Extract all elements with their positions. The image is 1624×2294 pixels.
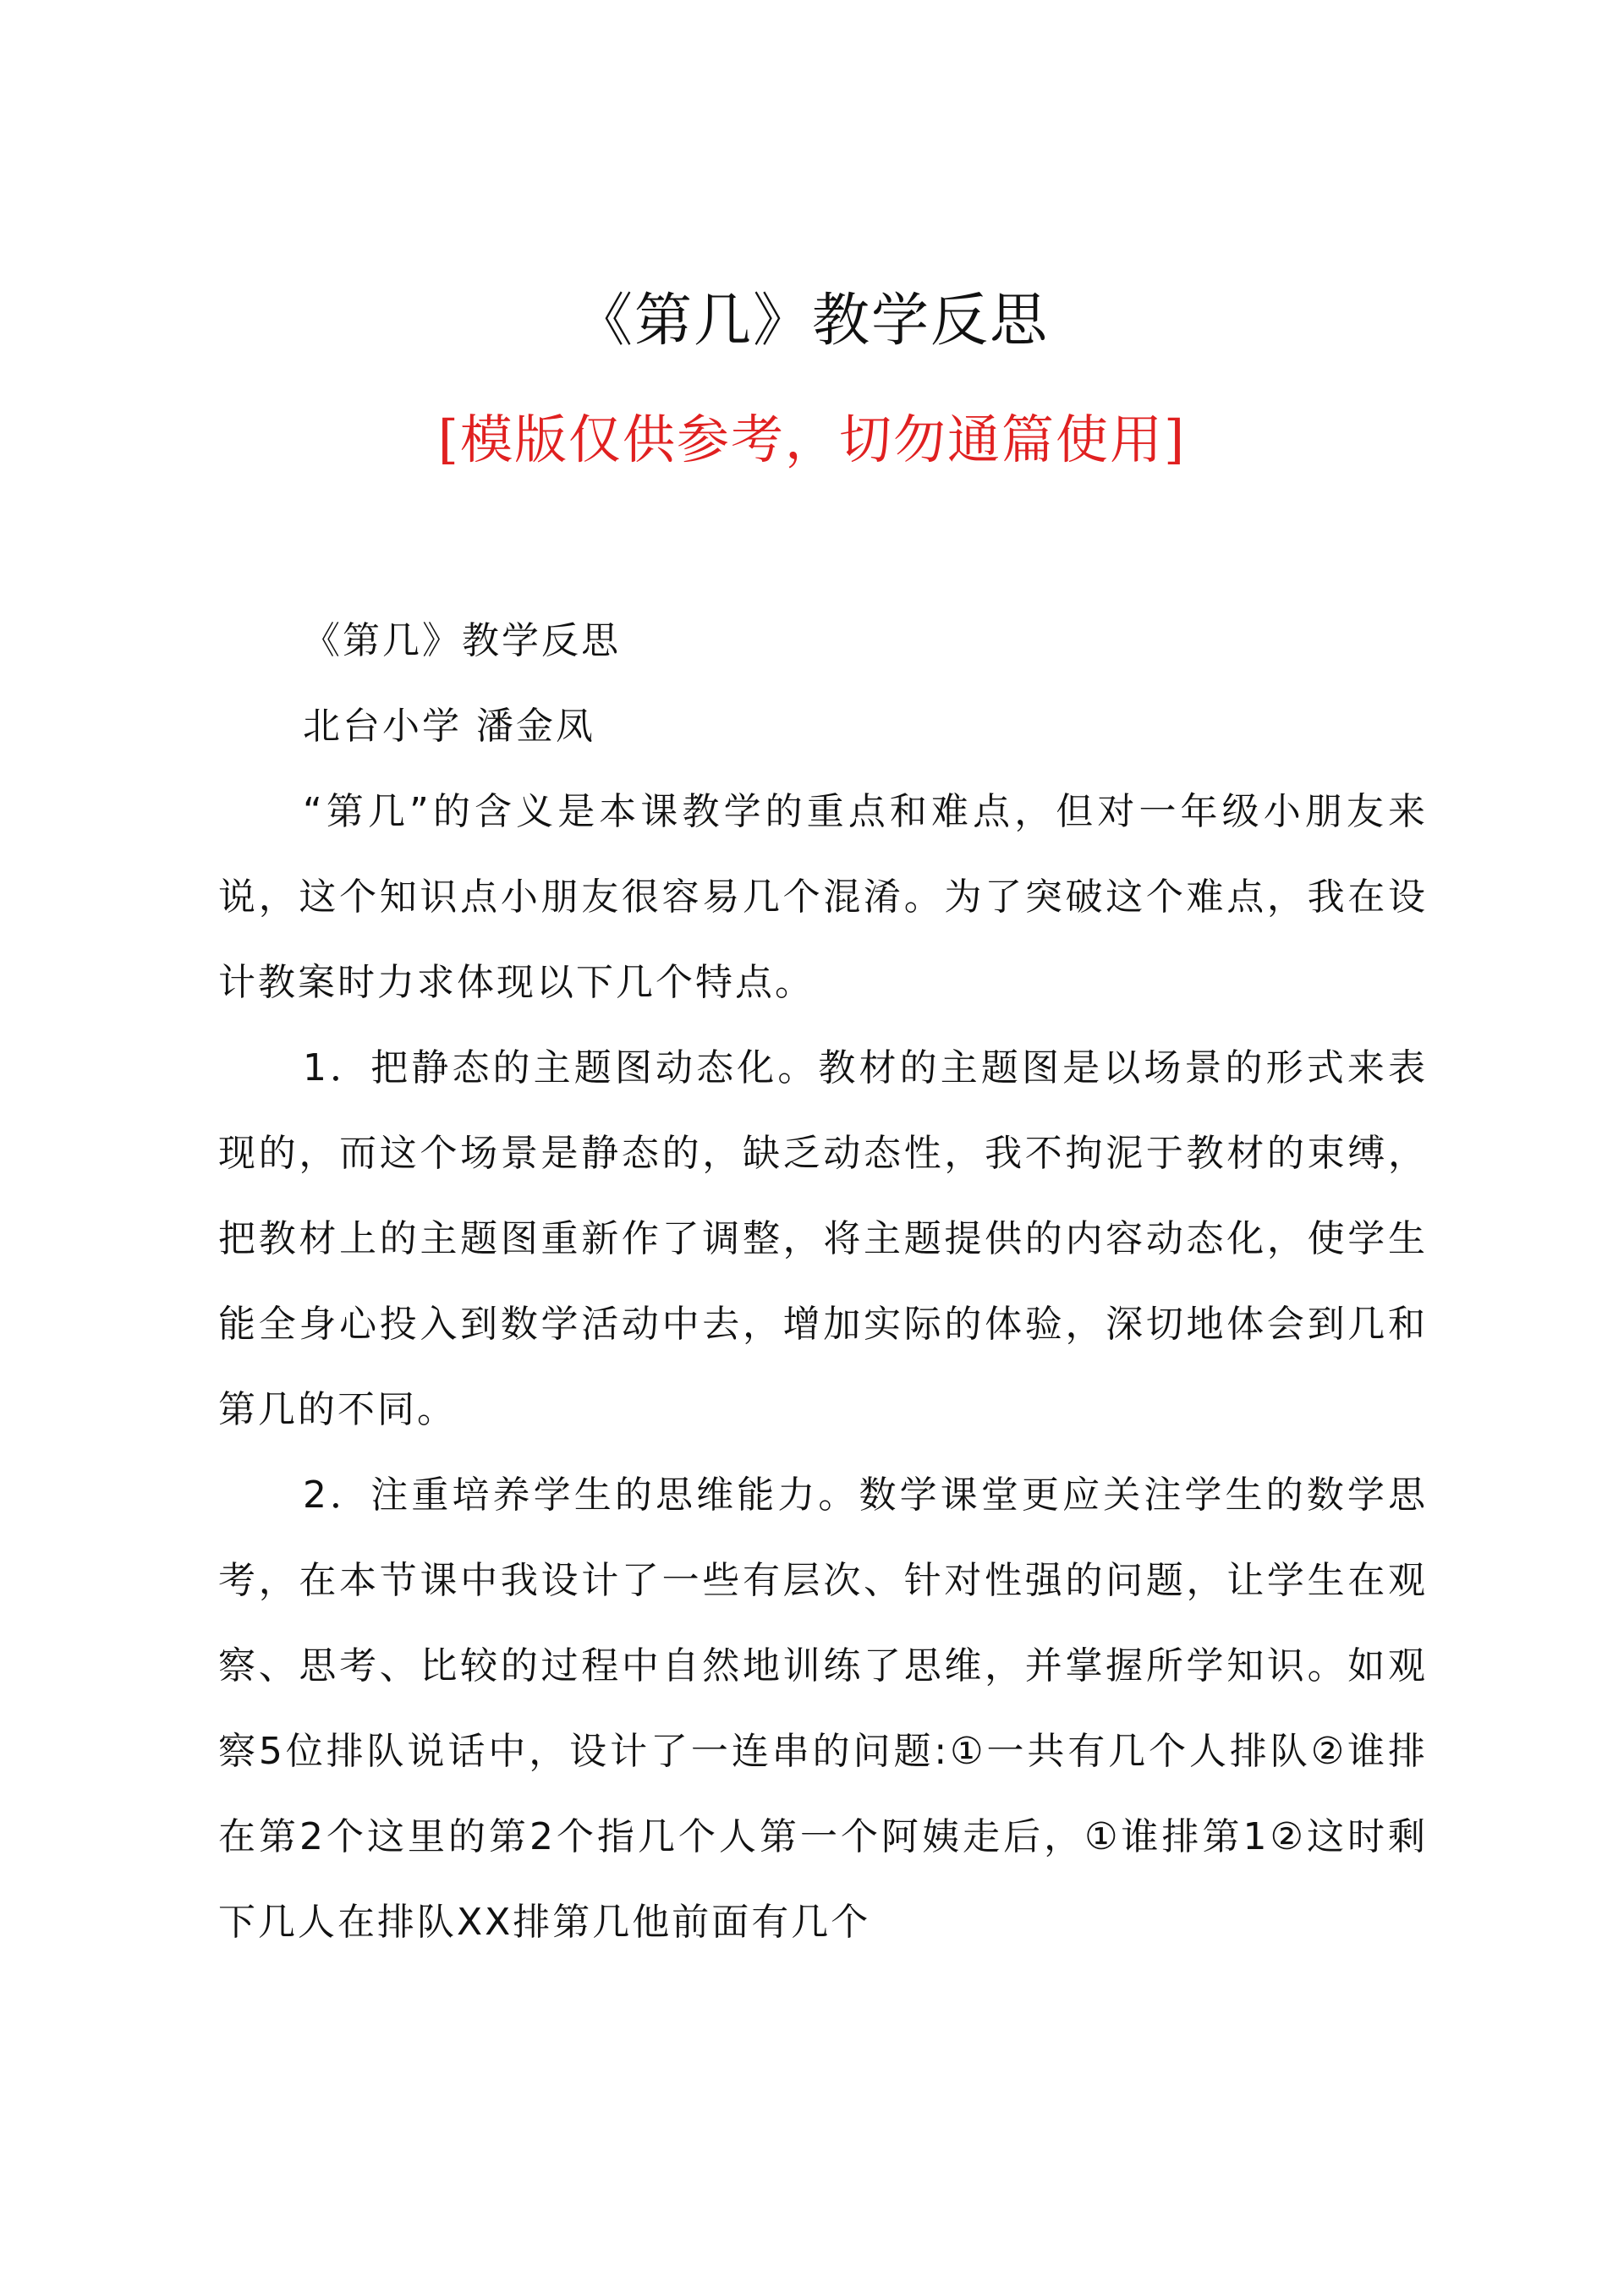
paragraph-point-1: 1．把静态的主题图动态化。教材的主题图是以场景的形式来表现的，而这个场景是静态的，缺乏动态性，我不拘泥于教材的束缚，把教材上的主题图重新作了调整，将主题提供的内容动态化，使学生能全身心投入到数学活动中去，增加实际的体验，深切地体会到几和第几的不同。	[218, 1046, 1428, 1431]
document-body	[218, 598, 1428, 1965]
document-title: 《第几》教学反思	[574, 288, 1049, 354]
template-notice: [模版仅供参考，切勿通篇使用]	[437, 409, 1187, 470]
paragraph-intro: “第几”的含义是本课教学的重点和难点，但对一年级小朋友来说，这个知识点小朋友很容易几个混淆。为了突破这个难点，我在设计教案时力求体现以下几个特点。	[218, 790, 1428, 1004]
author-line: 北台小学 潘金凤	[303, 705, 595, 748]
body-heading: 《第几》教学反思	[303, 619, 621, 662]
paragraph-point-2: 2．注重培养学生的思维能力。数学课堂更应关注学生的数学思考，在本节课中我设计了一些有层次、针对性强的问题，让学生在观察、思考、比较的过程中自然地训练了思维，并掌握所学知识。如观察5位排队说话中，设计了一连串的问题:①一共有几个人排队②谁排在第2个这里的第2个指几个人第一个阿姨走后，①谁排第1②这时剩下几人在排队XX排第几他前面有几个	[218, 1474, 1428, 1944]
